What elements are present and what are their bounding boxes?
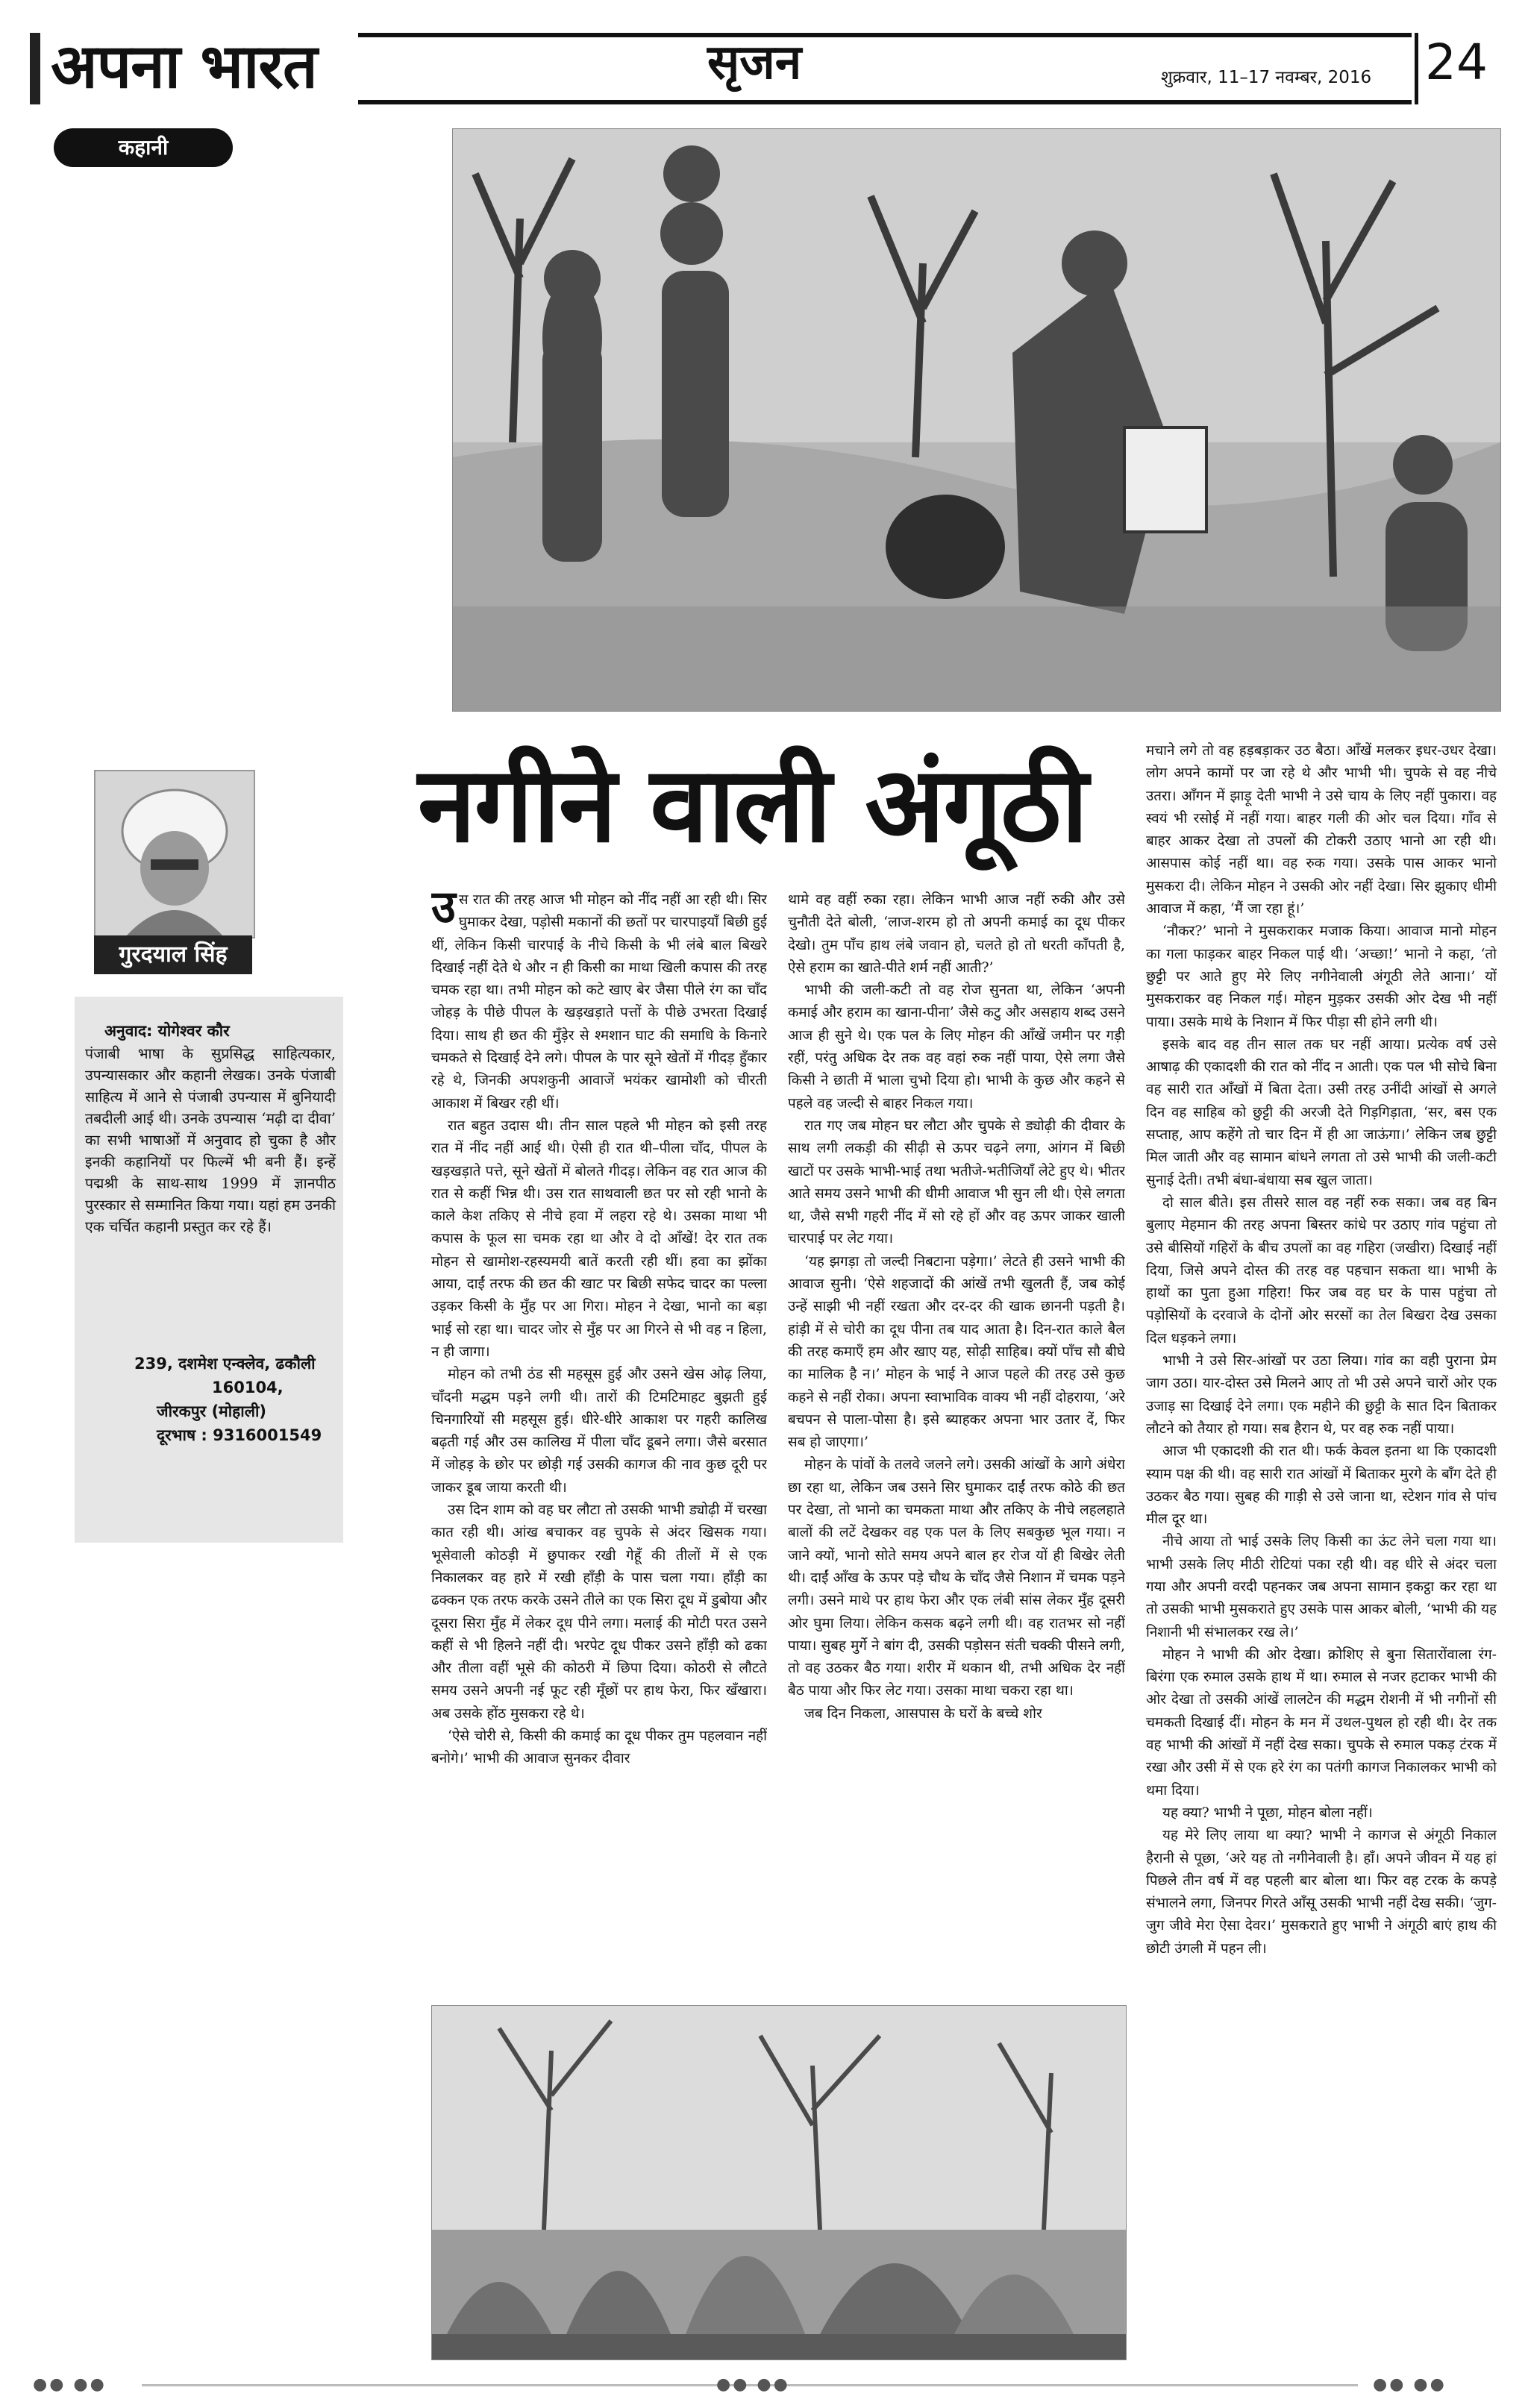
paragraph: रात बहुत उदास थी। तीन साल पहले भी मोहन को इसी तरह रात में नींद नहीं आई थी। ऐसी ही रात थी–पीला चाँद, पीपल के खड़खड़ाते पत्ते, सूने खेतों में बोलते गीदड़। लेकिन वह रात आज की रात से कहीं भिन्न थी। उस रात साथवाली छत पर सो रही भानो के काले केश तकिए से नीचे हवा में लहरा रहे थे। उसका माथा भी कपास के फूल सा चमक रहा था और वे दो आँखें! देर रात तक मोहन से खामोश-रहस्यमयी बातें करती रही थीं। हवा का झोंका आया, दाईं तरफ की छत की खाट पर बिछी सफेद चादर का पल्ला उड़कर किसी के मुँह पर आ गिरा। मोहन ने देखा, भानो का बड़ा भाई सो रहा था। चादर जोर से मुँह पर आ गिरने से भी वह न हिला, न ही जागा। <box>431 1117 767 1360</box>
paragraph: मचाने लगे तो वह हड़बड़ाकर उठ बैठा। आँखें मलकर इधर-उधर देखा। लोग अपने कामों पर जा रहे थे और भाभी भी। चुपके से वह नीचे उतरा। आँगन में झाड़ू देती भाभी ने उसे चाय के लिए नहीं पुकारा। वह स्वयं भी रसोई में नहीं गया। बाहर गली की ओर चल दिया। गाँव से बाहर आकर देखा तो उपलों की टोकरी उठाए भानो आ रही थी। आसपास कोई नहीं था। वह रुक गया। उसके पास आकर भानो मुसकरा दी। लेकिन मोहन ने उसकी ओर नहीं देखा। सिर झुकाए धीमी आवाज में कहा, ‘मैं जा रहा हूं।’ <box>1146 743 1497 918</box>
paragraph: यह क्या? भाभी ने पूछा, मोहन बोला नहीं। <box>1162 1805 1373 1821</box>
story-column-3 <box>1146 740 1497 2363</box>
masthead-rule-top <box>358 33 1412 37</box>
paragraph: इसके बाद वह तीन साल तक घर नहीं आया। प्रत्येक वर्ष उसे आषाढ़ की एकादशी की रात को नींद न आती। एक पल भी सोचे बिना वह सारी रात आँखों में बिता देता। उसी तरह उनींदी आंखों से अगले दिन वह साहिब को छुट्टी की अरजी देते गिड़गिड़ाता, ‘सर, बस एक सप्ताह, आप कहेंगे तो चार दिन में ही आ जाऊंगा।’ लेकिन जब छुट्टी मिल जाती और वह सामान बांधने लगता तो उसे भाभी की जली-कटी सुनाई देती। तभी बंधा-बंधाया सब खुल जाता। <box>1146 1036 1497 1188</box>
paragraph: आज भी एकादशी की रात थी। फर्क केवल इतना था कि एकादशी स्याम पक्ष की थी। वह सारी रात आंखों में बिताकर मुरगे के बाँग देते ही उठकर बैठ गया। सुबह की गाड़ी से उसे जाना था, स्टेशन गांव से पांच मील दूर था। <box>1146 1443 1497 1528</box>
author-portrait <box>96 771 254 937</box>
story-headline: नगीने वाली अंगूठी <box>418 744 1087 866</box>
page-number: 24 <box>1425 34 1488 91</box>
story-column-2 <box>788 889 1125 1993</box>
paragraph: मोहन को तभी ठंड सी महसूस हुई और उसने खेस ओढ़ लिया, चाँदनी मद्धम पड़ने लगी थी। तारों की टिमटिमाहट बुझती हुई चिनगारियों सी महसूस हुई। धीरे-धीरे आकाश पर गहरी कालिख बढ़ती गई और उस कालिख में पीला चाँद डूबने लगा। जैसे बरसात में जोहड़ के छोर पर छोड़ी गई उसकी कागज की नाव कुछ दूरी पर जाकर डूब जाया करती थी। <box>431 1367 767 1496</box>
author-address <box>85 1352 336 1447</box>
newspaper-title: अपना भारत <box>51 31 317 102</box>
paragraph: नीचे आया तो भाई उसके लिए किसी का ऊंट लेने चला गया था। भाभी उसके लिए मीठी रोटियां पका रही थी। वह धीरे से अंदर चला गया और अपनी वरदी पहनकर जब अपना सामान इकट्ठा कर रहा था तो उसकी भाभी मुसकराते हुए उसके पास आकर बोली, ‘भाभी की यह निशानी भी संभालकर रख ले।’ <box>1146 1534 1497 1640</box>
masthead-bar <box>30 33 40 104</box>
translator-credit: अनुवाद: योगेश्वर कौर <box>104 1022 230 1040</box>
author-photo <box>94 770 255 938</box>
footer-dots-mid: ●● ●● <box>716 2375 790 2394</box>
paragraph: ‘ऐसे चोरी से, किसी की कमाई का दूध पीकर तुम पहलवान नहीं बनोगे।’ भाभी की आवाज सुनकर दीवार <box>431 1728 767 1767</box>
paragraph: ‘यह झगड़ा तो जल्दी निबटाना पड़ेगा।’ लेटते ही उसने भाभी की आवाज सुनी। ‘ऐसे शहजादों की आंखें तभी खुलती हैं, जब कोई उन्हें साझी भी नहीं रखता और दर-दर की खाक छाननी पड़ती है। हांड़ी में से चोरी का दूध पीना तब याद आता है। दिन-रात काले बैल की तरह कमाएँ हम और खाए यह, सोढ़ी साहिब। क्यों पाँच सौ बीघे का मालिक है न।’ मोहन के भाई ने आज पहले की तरह उसे कुछ कहने से नहीं रोका। अपना स्वाभाविक वाक्य भी नहीं दोहराया, ‘अरे बचपन से पाला-पोसा है। इसे ब्याहकर अपना भार उतार दें, फिर सब हो जाएगा।’ <box>788 1253 1125 1451</box>
paragraph: यह मेरे लिए लाया था क्या? भाभी ने कागज से अंगूठी निकाल हैरानी से पूछा, ‘अरे यह तो नगीनेवाली है। हाँ। अपने जीवन में यह हां पिछले तीन वर्ष में वह पहली बार बोला था। फिर वह टरक के कपड़े संभालने लगा, जिनपर गिरते आँसू उसकी भाभी नहीं देख सकी। ‘जुग-जुग जीवे मेरा ऐसा देवर।’ मुसकराते हुए भाभी ने अंगूठी बाएं हाथ की छोटी उंगली में पहन ली। <box>1146 1828 1497 1957</box>
address-line-3: जीरकपुर (मोहाली) <box>157 1402 267 1420</box>
story-column-1 <box>431 889 767 1993</box>
author-bio-box <box>75 997 343 1543</box>
author-name: गुरदयाल सिंह <box>94 935 252 974</box>
masthead-rule-bottom <box>358 100 1412 104</box>
village-huts-photo <box>431 2005 1127 2360</box>
footer-dots-right: ●● ●● <box>1373 2375 1447 2394</box>
issue-date: शुक्रवार, 11–17 नवम्बर, 2016 <box>1161 68 1372 87</box>
page-number-separator <box>1415 33 1418 104</box>
illustration-art <box>453 129 1500 711</box>
author-bio: पंजाबी भाषा के सुप्रसिद्ध साहित्यकार, उपन्यासकार और कहानी लेखक। उनके पंजाबी साहित्य में आने से पंजाबी उपन्यास में बुनियादी तबदीली आई थी। उनके उपन्यास ‘मढ़ी दा दीवा’ का सभी भाषाओं में अनुवाद हो चुका है और इनकी कहानियों पर फिल्में भी बनी हैं। इन्हें पद्मश्री के साथ-साथ 1999 में ज्ञानपीठ पुरस्कार से सम्मानित किया गया। यहां हम उनकी एक चर्चित कहानी प्रस्तुत कर रहे हैं। <box>85 1045 336 1235</box>
address-line-2: 160104, <box>212 1379 284 1396</box>
paragraph: उस दिन शाम को वह घर लौटा तो उसकी भाभी ड्योढ़ी में चरखा कात रही थी। आंख बचाकर वह चुपके से अंदर खिसक गया। भूसेवाली कोठड़ी में छुपाकर रखी गेहूँ की तीलों में से एक निकालकर वह हारे में रखी हाँड़ी के पास चला गया। हाँड़ी का ढक्कन एक तरफ करके उसने तीले का एक सिरा दूध में डुबोया और दूसरा सिरा मुँह में लेकर दूध पीने लगा। मलाई की मोटी परत उसने कहीं से भी हिलने नहीं दी। भरपेट दूध पीकर उसने हाँड़ी को ढका और तीला वहीं भूसे की कोठरी में छिपा दिया। कोठरी से लौटते समय उसने अपनी नई फूट रही मूँछों पर हाथ फेरा, फिर खँखारा। अब उसके होंठ मुसकरा रहे थे। <box>431 1502 767 1722</box>
paragraph: भाभी ने उसे सिर-आंखों पर उठा लिया। गांव का वही पुराना प्रेम जाग उठा। यार-दोस्त उसे मिलने आए तो भी उसे अपने चारों ओर एक उजाड़ सा दिखाई देने लगा। एक महीने की छुट्टी के सात दिन बिताकर लौटने को तैयार हो गया। सब हैरान थे, पर वह रुक नहीं पाया। <box>1146 1353 1497 1437</box>
village-well-illustration <box>452 128 1501 712</box>
paragraph: ‘नौकर?’ भानो ने मुसकराकर मजाक किया। आवाज मानो मोहन का गला फाड़कर बाहर निकल पाई थी। ‘अच्छा!’ भानो ने कहा, ‘तो छुट्टी पर आते हुए मेरे लिए नगीनेवाली अंगूठी लेते आना।’ यों मुसकराकर वह निकल गई। मोहन मुड़कर उसकी ओर देख भी नहीं पाया। उसके माथे के निशान में फिर पीड़ा सी होने लगी थी। <box>1146 924 1497 1030</box>
paragraph: जब दिन निकला, आसपास के घरों के बच्चे शोर <box>804 1705 1042 1722</box>
drop-cap: उ <box>431 889 456 933</box>
paragraph: थामे वह वहीं रुका रहा। लेकिन भाभी आज नहीं रुकी और उसे चुनौती देते बोली, ‘लाज-शरम हो तो अपनी कमाई का दूध पीकर देखो। तुम पाँच हाथ लंबे जवान हो, चलते हो तो धरती काँपती है, ऐसे हराम का खाते-पीते शर्म नहीं आती?’ <box>788 892 1125 976</box>
paragraph: भाभी की जली-कटी तो वह रोज सुनता था, लेकिन ‘अपनी कमाई और हराम का खाना-पीना’ जैसे कटु और असहाय शब्द उसने आज ही सुने थे। एक पल के लिए मोहन की आँखें जमीन पर गड़ी रहीं, परंतु अधिक देर तक वह वहां रुक नहीं पाया, ऐसे लगा जैसे किसी ने छाती में भाला चुभो दिया हो। भाभी के कुछ और कहने से पहले वह जल्दी से बाहर निकल गया। <box>788 982 1125 1111</box>
footer-dots-left: ●● ●● <box>33 2375 107 2394</box>
section-title: सृजन <box>707 35 802 90</box>
address-line-1: 239, दशमेश एन्क्लेव, ढकौली <box>134 1355 316 1373</box>
phone-number: दूरभाष : 9316001549 <box>157 1426 322 1444</box>
category-pill: कहानी <box>54 128 233 167</box>
photo-art <box>432 2006 1126 2360</box>
paragraph: मोहन के पांवों के तलवे जलने लगे। उसकी आंखों के आगे अंधेरा छा रहा था, लेकिन जब उसने सिर घुमाकर दाईं तरफ कोठे की छत पर देखा, तो भानो का चमकता माथा और तकिए के नीचे लहलहाते बालों की लटें देखकर वह एक पल के लिए सबकुछ भूल गया। न जाने क्यों, भानो सोते समय अपने बाल हर रोज यों ही बिखेर लेती थी। दाईं आँख के ऊपर पड़े चौथ के चाँद जैसे निशान में चमक पड़ने लगी। उसने माथे पर हाथ फेरा और एक लंबी सांस लेकर मुँह दूसरी ओर घुमा लिया। लेकिन कसक बढ़ने लगी थी। वह रातभर सो नहीं पाया। सुबह मुर्गे ने बांग दी, उसकी पड़ोसन संती चक्की पीसने लगी, तो वह उठकर बैठ गया। शरीर में थकान थी, तभी अधिक देर नहीं बैठ पाया और फिर लेट गया। उसका माथा चकरा रहा था। <box>788 1457 1125 1699</box>
paragraph: मोहन ने भाभी की ओर देखा। क्रोशिए से बुना सितारोंवाला रंग-बिरंगा एक रुमाल उसके हाथ में था। रुमाल से नजर हटाकर भाभी की ओर देखा तो उसकी आंखें लालटेन की मद्धम रोशनी में भी नगीनों सी चमकती दिखाई दीं। मोहन के मन में उथल-पुथल हो रही थी। देर तक वह भाभी की आंखों में नहीं देख सका। चुपके से रुमाल पकड़ टंरक में रखा और उसी में से एक हरे रंग का पतंगी कागज निकालकर भाभी को थमा दिया। <box>1146 1646 1497 1799</box>
paragraph: दो साल बीते। इस तीसरे साल वह नहीं रुक सका। जब वह बिन बुलाए मेहमान की तरह अपना बिस्तर कांधे पर उठाए गांव पहुंचा तो उसे बीसियों गहिरों के बीच उपलों का वह गहिरा (जखीरा) दिखाई नहीं दिया, जिसे अपने दोस्त की तरह वह पहचान सकता था। भाभी के हाथों का पुता हुआ गहिरा! फिर जब वह घर के पास पहुंचा तो पड़ोसियों के दरवाजे के दोनों ओर सरसों का तेल बिखरा देख उसका दिल धड़कने लगा। <box>1146 1194 1497 1346</box>
paragraph: रात गए जब मोहन घर लौटा और चुपके से ड्योढ़ी की दीवार के साथ लगी लकड़ी की सीढ़ी से ऊपर चढ़ने लगा, आंगन में बिछी खाटों पर उसके भाभी-भाई तथा भतीजे-भतीजियाँ लेटे हुए थे। भीतर आते समय उसने भाभी की धीमी आवाज भी सुन ली थी। ऐसे लगता था, जैसे सभी गहरी नींद में सो रहे हों और वह ऊपर जाकर खाली चारपाई पर लेट गया। <box>788 1117 1125 1247</box>
paragraph: स रात की तरह आज भी मोहन को नींद नहीं आ रही थी। सिर घुमाकर देखा, पड़ोसी मकानों की छतों पर चारपाइयाँ बिछी हुई थीं, लेकिन किसी चारपाई के नीचे किसी के भी लंबे बाल बिखरे दिखाई नहीं देते थे और न ही किसी का माथा खिली कपास की तरह चमक रहा था। तभी मोहन को कटे खाए बेर जैसा पीले रंग का चाँद जोहड़ के पीछे पीपल के खड़खड़ाते पत्तों के पीछे उभरता दिखाई दिया। साथ ही छत की मुँड़ेर से श्मशान घाट की समाधि के किनारे चमकते से दिखाई देने लगे। पीपल के पार सूने खेतों में गीदड़ हुँकार रहे थे, जिनकी अपशकुनी आवाजें भयंकर खामोशी को चीरती आकाश में बिखर रही थीं। <box>431 892 767 1111</box>
